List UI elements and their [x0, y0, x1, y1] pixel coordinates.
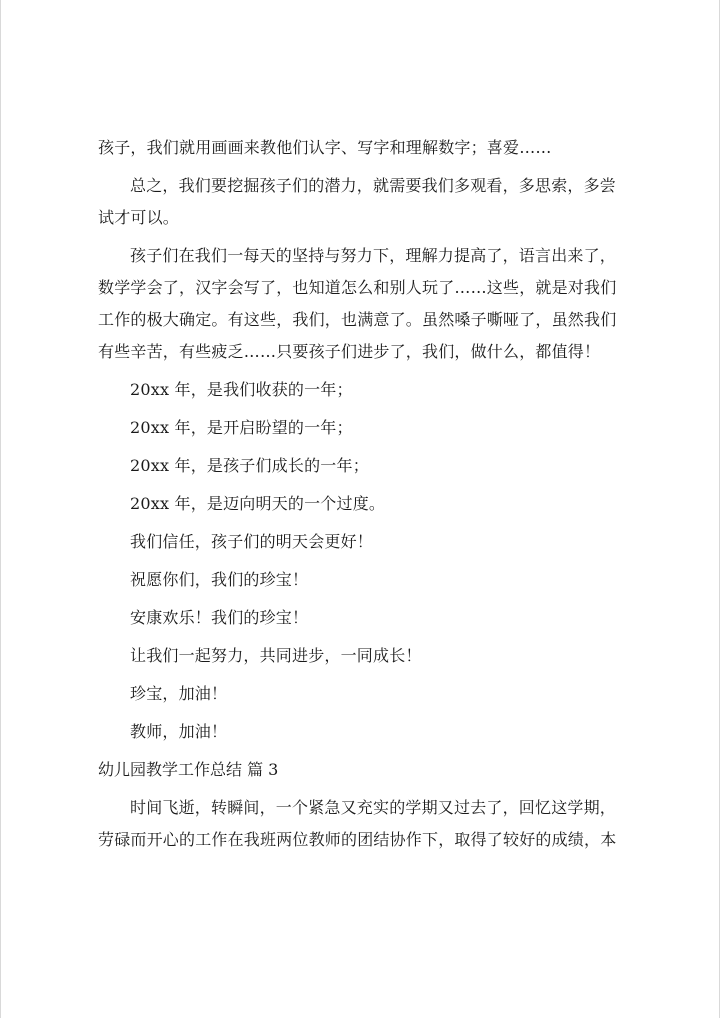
paragraph [98, 678, 638, 710]
text-line: 20xx 年，是孩子们成长的一年； [130, 456, 369, 475]
page-border-left [0, 0, 1, 1018]
paragraph [98, 792, 638, 824]
text-line: 让我们一起努力，共同进步，一同成长！ [130, 646, 422, 665]
paragraph [98, 132, 638, 164]
paragraph [98, 450, 638, 482]
paragraph [98, 488, 638, 520]
paragraph [98, 170, 638, 202]
text-line: 工作的极大确定。有这些，我们，也满意了。虽然嗓子嘶哑了，虽然我们 [98, 310, 617, 329]
text-line: 珍宝，加油！ [130, 684, 228, 703]
paragraph [98, 526, 638, 558]
paragraph [98, 564, 638, 596]
text-line: 安康欢乐！我们的珍宝！ [130, 608, 309, 627]
text-line: 时间飞逝，转瞬间，一个紧急又充实的学期又过去了，回忆这学期， [130, 798, 617, 817]
section-heading [98, 754, 638, 786]
text-line: 总之，我们要挖掘孩子们的潜力，就需要我们多观看，多思索，多尝 [130, 176, 617, 195]
paragraph [98, 240, 638, 272]
text-line: 有些辛苦，有些疲乏……只要孩子们进步了，我们，做什么，都值得！ [98, 342, 601, 361]
text-line: 孩子们在我们一每天的坚持与努力下，理解力提高了，语言出来了， [130, 246, 617, 265]
text-line: 数学学会了，汉字会写了，也知道怎么和别人玩了……这些，就是对我们 [98, 278, 617, 297]
text-line: 教师，加油！ [130, 722, 228, 741]
heading-text: 幼儿园教学工作总结 篇 3 [98, 760, 279, 779]
paragraph-continuation [98, 202, 638, 234]
paragraph [98, 716, 638, 748]
text-line: 祝愿你们，我们的珍宝！ [130, 570, 309, 589]
text-line: 劳碌而开心的工作在我班两位教师的团结协作下，取得了较好的成绩，本 [98, 830, 617, 849]
text-line: 试才可以。 [98, 208, 180, 227]
text-line: 我们信任，孩子们的明天会更好！ [130, 532, 374, 551]
paragraph [98, 602, 638, 634]
text-line: 20xx 年，是开启盼望的一年； [130, 418, 353, 437]
text-line: 20xx 年，是我们收获的一年； [130, 380, 353, 399]
document-body [98, 132, 638, 862]
paragraph [98, 412, 638, 444]
text-line: 孩子，我们就用画画来教他们认字、写字和理解数字；喜爱…… [98, 138, 552, 157]
paragraph [98, 374, 638, 406]
paragraph [98, 640, 638, 672]
paragraph-continuation [98, 824, 638, 856]
text-line: 20xx 年，是迈向明天的一个过度。 [130, 494, 386, 513]
paragraph-continuation [98, 272, 638, 368]
